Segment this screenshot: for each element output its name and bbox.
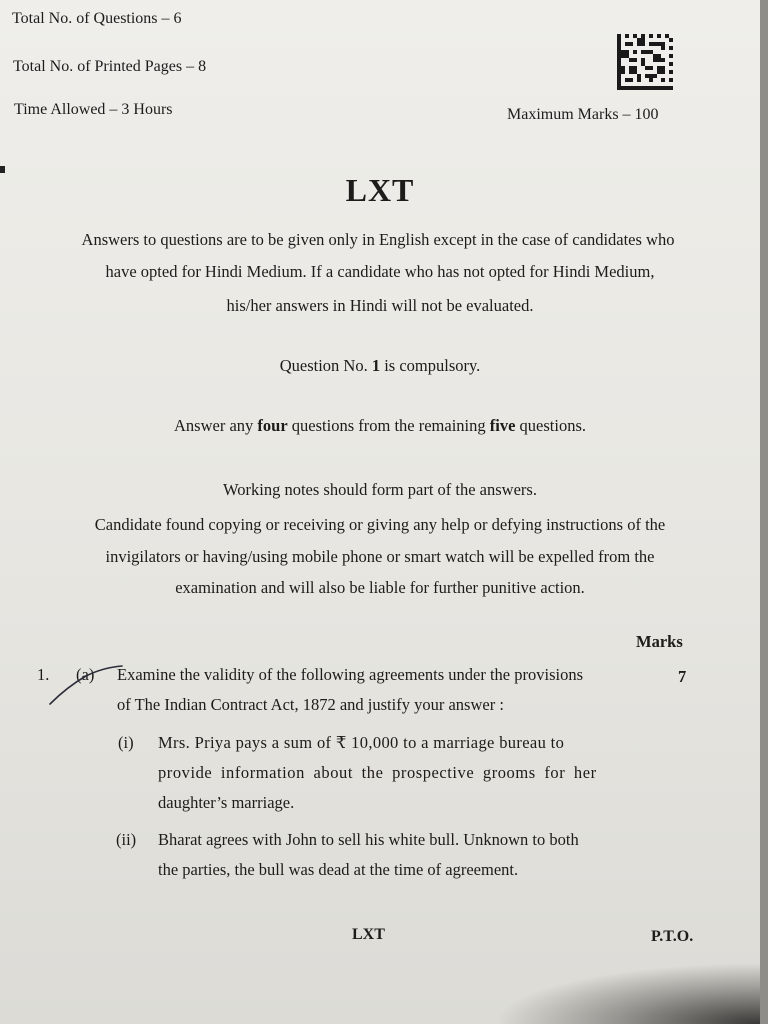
datamatrix-code-icon [617,34,673,90]
photo-corner-shadow [500,964,760,1024]
compulsory-question-note [0,356,760,376]
copying-warning-line-3: examination and will also be liable for further punitive action. [175,578,585,597]
question-number: 1. [37,665,50,684]
answer-any-note [0,416,760,436]
language-instruction-line-2: have opted for Hindi Medium. If a candidate who has not opted for Hindi Medium, [105,262,655,281]
sub-item-line: the parties, the bull was dead at the time of agreement. [158,860,519,879]
footer-paper-code: LXT [352,926,385,943]
answer-any-pre: Answer any [174,416,258,435]
question-part-a-marks: 7 [678,667,687,686]
time-allowed: Time Allowed – 3 Hours [14,101,173,118]
question-part-a-line-1: Examine the validity of the following agreements under the provisions [117,665,584,684]
compulsory-text-pre: Question No. [279,356,372,375]
total-printed-pages: Total No. of Printed Pages – 8 [13,58,207,75]
working-notes-note: Working notes should form part of the answers. [223,480,537,499]
footer-please-turn-over: P.T.O. [651,928,694,945]
sub-item-label: (ii) [116,830,137,849]
compulsory-question-number: 1 [371,356,381,375]
marks-column-heading: Marks [636,632,683,651]
answer-remaining-count: five [489,416,516,435]
question-part-a-line-2: of The Indian Contract Act, 1872 and justify your answer : [117,695,504,714]
sub-item-line: daughter’s marriage. [158,793,295,812]
copying-warning-line-2: invigilators or having/using mobile phone or smart watch will be expelled from the [105,547,655,566]
question-part-label: (a) [76,665,95,684]
pen-tick-mark-icon [46,664,126,708]
answer-any-mid: questions from the remaining [287,416,490,435]
sub-item-line: Bharat agrees with John to sell his white bull. Unknown to both [158,830,579,849]
sub-item-label: (i) [118,733,134,752]
language-instruction-line-3: his/her answers in Hindi will not be evaluated. [226,296,534,315]
sub-item-line: provide information about the prospective grooms for her [158,763,597,782]
total-questions: Total No. of Questions – 6 [12,10,182,27]
copying-warning-line-1: Candidate found copying or receiving or giving any help or defying instructions of the [94,515,666,534]
compulsory-text-post: is compulsory. [380,356,481,375]
language-instruction-line-1: Answers to questions are to be given only in English except in the case of candidates who [81,230,675,249]
answer-any-post: questions. [515,416,586,435]
paper-code-title: LXT [345,172,415,208]
answer-any-count: four [257,416,288,435]
maximum-marks: Maximum Marks – 100 [507,106,659,123]
sub-item-line: Mrs. Priya pays a sum of ₹ 10,000 to a marriage bureau to [158,733,565,752]
